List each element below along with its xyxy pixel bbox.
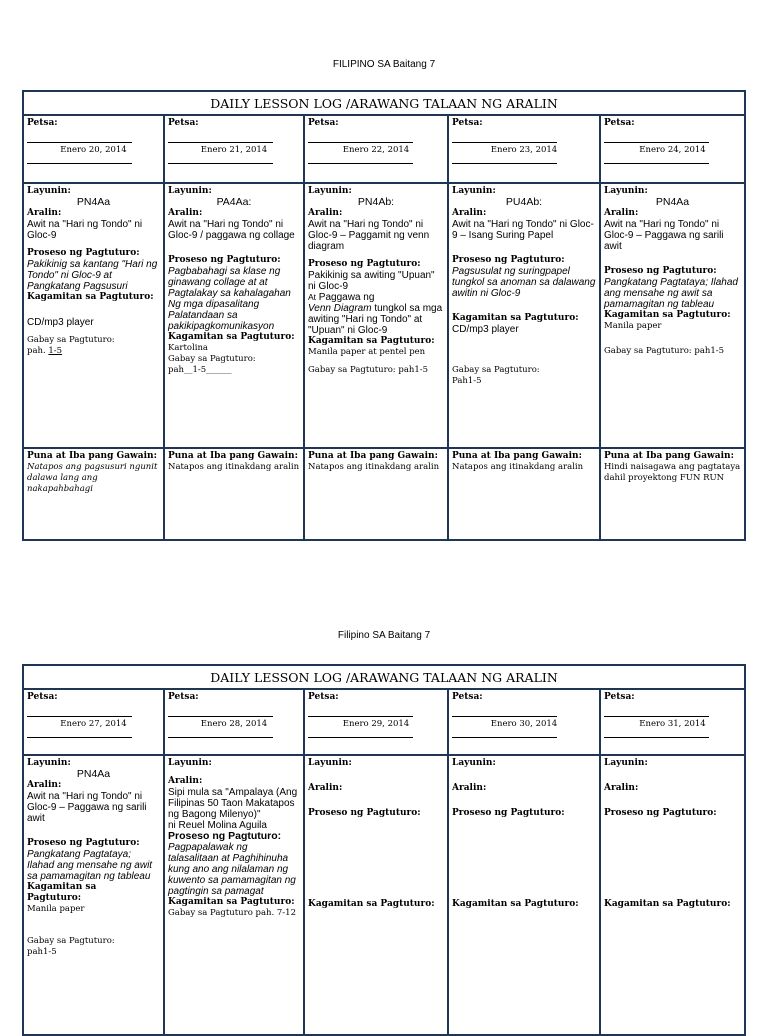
gabay-text bbox=[27, 346, 160, 357]
proseso-label: Proseso ng Pagtuturo: bbox=[604, 266, 717, 276]
proseso-label: Proseso ng Pagtuturo: bbox=[308, 808, 421, 818]
blank-line bbox=[308, 730, 413, 738]
aralin-text: Awit na "Hari ng Tondo" ni Gloc-9 bbox=[27, 219, 143, 241]
petsa-label: Petsa: bbox=[168, 118, 199, 128]
petsa-row bbox=[23, 115, 745, 183]
kagamitan-label: Kagamitan sa Pagtuturo: bbox=[308, 336, 435, 346]
layunin-label: Layunin: bbox=[452, 186, 496, 196]
lesson-cell bbox=[304, 183, 448, 448]
blank-line bbox=[604, 156, 709, 164]
blank-line bbox=[452, 730, 557, 738]
layunin-label: Layunin: bbox=[452, 758, 496, 768]
aralin-text: Awit na "Hari ng Tondo" ni Gloc-9 – Paggawa ng sarili awit bbox=[604, 219, 724, 252]
proseso-text-2: Ng mga dipasalitang Palatandaan sa pakikipagkomunikasyon bbox=[168, 299, 275, 332]
aralin-label: Aralin: bbox=[452, 208, 487, 218]
layunin-code: PA4Aa: bbox=[216, 196, 252, 208]
layunin-label: Layunin: bbox=[308, 186, 352, 196]
petsa-label: Petsa: bbox=[604, 118, 635, 128]
kagamitan-text: Manila paper at pentel pen bbox=[308, 347, 426, 357]
petsa-row bbox=[23, 689, 745, 755]
petsa-label: Petsa: bbox=[308, 118, 339, 128]
kagamitan-text: Manila paper bbox=[27, 904, 85, 914]
kagamitan-text: CD/mp3 player bbox=[452, 324, 519, 335]
layunin-label: Layunin: bbox=[168, 186, 212, 196]
blank-line bbox=[27, 156, 132, 164]
proseso-text: Pangkatang Pagtataya; Ilahad ang mensahe ng awit sa pamamagitan ng tableau bbox=[604, 277, 738, 310]
petsa-label: Petsa: bbox=[27, 692, 58, 702]
aralin-text: Sipi mula sa "Ampalaya (Ang Filipinas 50 Taon Makatapos ng Bagong Milenyo)" bbox=[168, 787, 298, 820]
blank-line bbox=[27, 140, 132, 143]
petsa-cell bbox=[304, 115, 448, 183]
aralin-label: Aralin: bbox=[604, 783, 639, 793]
blank-line bbox=[27, 714, 132, 717]
proseso-label: Proseso ng Pagtuturo: bbox=[452, 255, 565, 265]
puna-row bbox=[23, 448, 745, 540]
puna-text: Hindi naisagawa ang pagtataya dahil proyektong FUN RUN bbox=[604, 462, 741, 483]
gabay-text: Gabay sa Pagtuturo: pah1-5 bbox=[604, 346, 725, 356]
gabay-link: 1-5 bbox=[48, 346, 63, 356]
date: Enero 31, 2014 bbox=[639, 719, 706, 729]
at-word: At bbox=[308, 292, 317, 302]
petsa-cell bbox=[164, 689, 304, 755]
layunin-code: PN4Aa bbox=[76, 196, 111, 208]
blank-line bbox=[452, 140, 557, 143]
kagamitan-label-2: Pagtuturo: bbox=[27, 893, 82, 903]
puna-text: Natapos ang itinakdang aralin bbox=[452, 462, 584, 472]
blank-line bbox=[27, 730, 132, 738]
gabay-text: Gabay sa Pagtuturo pah. 7-12 bbox=[168, 908, 296, 918]
layunin-label: Layunin: bbox=[604, 186, 648, 196]
aralin-label: Aralin: bbox=[27, 208, 62, 218]
blank-line bbox=[168, 140, 273, 143]
puna-label: Puna at Iba pang Gawain: bbox=[452, 451, 582, 461]
lesson-cell bbox=[23, 755, 164, 1035]
blank-line bbox=[308, 156, 413, 164]
petsa-label: Petsa: bbox=[604, 692, 635, 702]
gabay-prefix: pah. bbox=[27, 346, 49, 356]
aralin-label: Aralin: bbox=[27, 780, 62, 790]
lesson-log-table bbox=[22, 90, 746, 541]
kagamitan-label: Kagamitan sa Pagtuturo: bbox=[27, 292, 154, 302]
petsa-cell bbox=[448, 689, 600, 755]
lesson-log-table-2 bbox=[22, 664, 746, 1036]
proseso-text: Pagsusulat ng suringpapel tungkol sa anoman sa dalawang awitin ni Gloc-9 bbox=[452, 266, 596, 299]
puna-label: Puna at Iba pang Gawain: bbox=[604, 451, 734, 461]
date: Enero 21, 2014 bbox=[200, 145, 268, 155]
petsa-cell bbox=[23, 115, 164, 183]
proseso-label: Proseso ng Pagtuturo: bbox=[452, 808, 565, 818]
petsa-label: Petsa: bbox=[452, 118, 483, 128]
puna-text: Natapos ang itinakdang aralin bbox=[308, 462, 440, 472]
gabay-label: Gabay sa Pagtuturo: bbox=[452, 365, 540, 375]
gabay-label: Gabay sa Pagtuturo: bbox=[27, 936, 115, 946]
proseso-text: Pakikinig sa awiting "Upuan" ni Gloc-9 bbox=[308, 270, 435, 292]
lesson-row bbox=[23, 183, 745, 448]
kagamitan-text: Manila paper bbox=[604, 321, 662, 331]
petsa-label: Petsa: bbox=[308, 692, 339, 702]
date: Enero 27, 2014 bbox=[60, 719, 127, 729]
date: Enero 29, 2014 bbox=[342, 719, 410, 729]
petsa-cell bbox=[23, 689, 164, 755]
kagamitan-label: Kagamitan sa Pagtuturo: bbox=[308, 899, 435, 909]
layunin-code: PN4Aa bbox=[76, 768, 111, 780]
petsa-cell bbox=[164, 115, 304, 183]
puna-cell bbox=[448, 448, 600, 540]
puna-text: Natapos ang itinakdang aralin bbox=[168, 462, 300, 472]
proseso-label: Proseso ng Pagtuturo: bbox=[604, 808, 717, 818]
layunin-code: PN4Ab: bbox=[357, 196, 395, 208]
lesson-cell bbox=[304, 755, 448, 1035]
aralin-label: Aralin: bbox=[452, 783, 487, 793]
layunin-label: Layunin: bbox=[308, 758, 352, 768]
lesson-cell bbox=[448, 755, 600, 1035]
petsa-label: Petsa: bbox=[27, 118, 58, 128]
lesson-cell bbox=[600, 755, 745, 1035]
lesson-cell bbox=[164, 183, 304, 448]
proseso-label: Proseso ng Pagtuturo: bbox=[27, 838, 140, 848]
puna-label: Puna at Iba pang Gawain: bbox=[168, 451, 298, 461]
blank-line bbox=[604, 714, 709, 717]
aralin-label: Aralin: bbox=[308, 208, 343, 218]
date: Enero 24, 2014 bbox=[639, 145, 706, 155]
petsa-label: Petsa: bbox=[168, 692, 199, 702]
author-text: ni Reuel Molina Aguila bbox=[168, 820, 267, 831]
kagamitan-label: Kagamitan sa bbox=[27, 882, 97, 892]
blank-line bbox=[168, 714, 273, 717]
aralin-text: Awit na "Hari ng Tondo" ni Gloc-9 / paggawa ng collage bbox=[168, 219, 295, 241]
layunin-label: Layunin: bbox=[604, 758, 648, 768]
kagamitan-text: Kartolina bbox=[168, 343, 208, 353]
proseso-text-2 bbox=[308, 292, 444, 303]
puna-cell bbox=[600, 448, 745, 540]
aralin-label: Aralin: bbox=[168, 776, 203, 786]
blank-line bbox=[604, 140, 709, 143]
gabay-label: Gabay sa Pagtuturo: bbox=[27, 335, 115, 345]
date: Enero 28, 2014 bbox=[200, 719, 268, 729]
kagamitan-label: Kagamitan sa Pagtuturo: bbox=[452, 313, 579, 323]
petsa-label: Petsa: bbox=[452, 692, 483, 702]
puna-cell bbox=[164, 448, 304, 540]
gabay-label: Gabay sa Pagtuturo: bbox=[168, 354, 256, 364]
puna-cell bbox=[23, 448, 164, 540]
lesson-row bbox=[23, 755, 745, 1035]
aralin-label: Aralin: bbox=[308, 783, 343, 793]
table-banner: DAILY LESSON LOG /ARAWANG TALAAN NG ARALIN bbox=[23, 665, 745, 689]
aralin-text: Awit na "Hari ng Tondo" ni Gloc-9 – Paggawa ng sarili awit bbox=[27, 791, 147, 824]
petsa-cell bbox=[448, 115, 600, 183]
document-title: FILIPINO SA Baitang 7 bbox=[332, 59, 436, 70]
proseso-paggawa: Paggawa ng bbox=[316, 292, 375, 303]
lesson-cell bbox=[23, 183, 164, 448]
gabay-text: pah1-5 bbox=[27, 947, 57, 957]
petsa-cell bbox=[600, 689, 745, 755]
blank-line bbox=[168, 156, 273, 164]
layunin-label: Layunin: bbox=[27, 758, 71, 768]
proseso-text: Pakikinig sa kantang "Hari ng Tondo" ni Gloc-9 at Pangkatang Pagsusuri bbox=[27, 259, 158, 292]
puna-cell bbox=[304, 448, 448, 540]
gabay-text: pah__1-5______ bbox=[168, 365, 232, 375]
date: Enero 23, 2014 bbox=[490, 145, 558, 155]
aralin-label: Aralin: bbox=[604, 208, 639, 218]
blank-line bbox=[604, 730, 709, 738]
table-banner: DAILY LESSON LOG /ARAWANG TALAAN NG ARALIN bbox=[23, 91, 745, 115]
date: Enero 22, 2014 bbox=[342, 145, 410, 155]
proseso-text: Pangkatang Pagtataya; Ilahad ang mensahe ng awit sa pamamagitan ng tableau bbox=[27, 849, 153, 882]
layunin-label: Layunin: bbox=[168, 758, 212, 768]
aralin-text: Awit na "Hari ng Tondo" ni Gloc-9 – Paggamit ng venn diagram bbox=[308, 219, 430, 252]
aralin-text: Awit na "Hari ng Tondo" ni Gloc-9 – Isang Suring Papel bbox=[452, 219, 594, 241]
puna-label: Puna at Iba pang Gawain: bbox=[308, 451, 438, 461]
proseso-label: Proseso ng Pagtuturo: bbox=[27, 248, 140, 258]
layunin-code: PU4Ab: bbox=[505, 196, 543, 208]
lesson-cell bbox=[164, 755, 304, 1035]
proseso-label: Proseso ng Pagtuturo: bbox=[168, 255, 281, 265]
layunin-label: Layunin: bbox=[27, 186, 71, 196]
puna-text: Natapos ang pagsusuri ngunit dalawa lang ang nakapahbahagi bbox=[27, 462, 158, 494]
gabay-text: Gabay sa Pagtuturo: pah1-5 bbox=[308, 365, 429, 375]
puna-label: Puna at Iba pang Gawain: bbox=[27, 451, 157, 461]
kagamitan-label: Kagamitan sa Pagtuturo: bbox=[168, 897, 295, 907]
petsa-cell bbox=[304, 689, 448, 755]
proseso-label: Proseso ng Pagtuturo: bbox=[168, 830, 282, 842]
blank-line bbox=[308, 714, 413, 717]
blank-line bbox=[452, 714, 557, 717]
proseso-text: Pagbabahagi sa klase ng ginawang collage at at Pagtalakay sa kahalagahan bbox=[168, 266, 291, 299]
petsa-cell bbox=[600, 115, 745, 183]
venn-diagram-text: Venn Diagram bbox=[308, 303, 372, 314]
kagamitan-text: CD/mp3 player bbox=[27, 317, 94, 328]
blank-line bbox=[168, 730, 273, 738]
blank-line bbox=[308, 140, 413, 143]
kagamitan-label: Kagamitan sa Pagtuturo: bbox=[168, 332, 295, 342]
proseso-label: Proseso ng Pagtuturo: bbox=[308, 259, 421, 269]
date: Enero 20, 2014 bbox=[60, 145, 127, 155]
kagamitan-label: Kagamitan sa Pagtuturo: bbox=[604, 310, 731, 320]
kagamitan-label: Kagamitan sa Pagtuturo: bbox=[452, 899, 579, 909]
proseso-rest: tungkol sa mga awiting "Hari ng Tondo" at bbox=[308, 303, 443, 325]
gabay-text: Pah1-5 bbox=[452, 376, 482, 386]
lesson-cell bbox=[448, 183, 600, 448]
proseso-text-4: "Upuan" ni Gloc-9 bbox=[308, 325, 388, 336]
document-title-2: Filipino SA Baitang 7 bbox=[337, 630, 431, 641]
layunin-code: PN4Aa bbox=[655, 196, 690, 208]
aralin-label: Aralin: bbox=[168, 208, 203, 218]
date: Enero 30, 2014 bbox=[490, 719, 558, 729]
blank-line bbox=[452, 156, 557, 164]
kagamitan-label: Kagamitan sa Pagtuturo: bbox=[604, 899, 731, 909]
proseso-text: Pagpapalawak ng talasalitaan at Paghihinuha kung ano ang nilalaman ng kuwento sa pamamagitan ng pagtingin sa pamagat bbox=[168, 842, 296, 897]
proseso-text-3 bbox=[308, 303, 444, 325]
lesson-cell bbox=[600, 183, 745, 448]
